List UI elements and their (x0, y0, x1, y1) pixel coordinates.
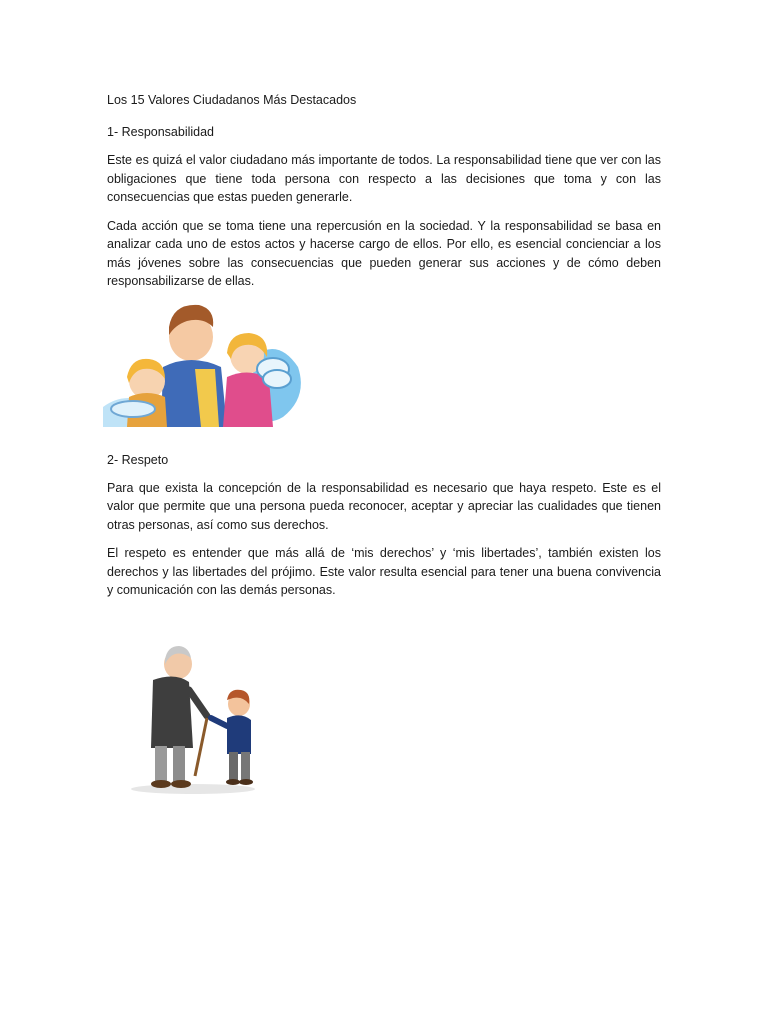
paragraph: Este es quizá el valor ciudadano más importante de todos. La responsabilidad tiene que ver con las obligaciones que tiene toda persona con respecto a las decisiones que toma y con las consecuencias que estas pueden generarle. (107, 153, 661, 204)
paragraph: Cada acción que se toma tiene una repercusión en la sociedad. Y la responsabilidad se basa en analizar cada uno de estos actos y hacerse cargo de ellos. Por ello, es esencial concienciar a los más jóvenes sobre las consecuencias que pueden generar sus acciones y de cómo deben responsabilizarse de ellas. (107, 218, 661, 288)
document-title: Los 15 Valores Ciudadanos Más Destacados (107, 93, 357, 107)
document-page (107, 88, 661, 800)
child-helping-elder-illustration (123, 634, 263, 800)
paragraph: El respeto es entender que más allá de ‘mis derechos’ y ‘mis libertades’, también existen los derechos y las libertades del prójimo. Este valor resulta esencial para tener una buena convivencia y comunicación con las demás personas. (107, 546, 661, 597)
section-heading-respeto: 2- Respeto (107, 452, 169, 467)
section-heading-responsabilidad: 1- Responsabilidad (107, 125, 215, 139)
paragraph: Para que exista la concepción de la responsabilidad es necesario que haya respeto. Este es el valor que permite que una persona pueda reconocer, aceptar y apreciar las cualidades que tienen otras personas, así como sus derechos. (107, 480, 661, 532)
family-washing-dishes-illustration (103, 297, 303, 433)
